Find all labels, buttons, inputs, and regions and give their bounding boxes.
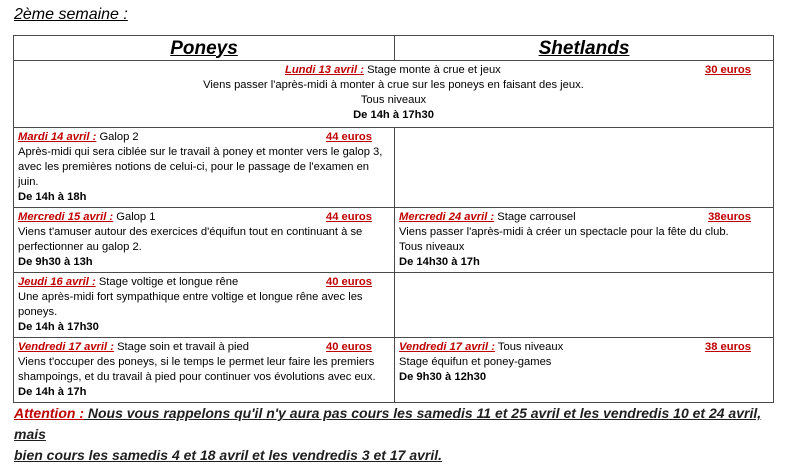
monday-desc: Viens passer l'après-midi à monter à crue sur les poneys en faisant des jeux. (203, 79, 584, 91)
table-row (14, 338, 774, 403)
attention-label: Attention : (14, 405, 84, 421)
friday-price: 40 euros (325, 341, 372, 353)
tuesday-day: Mardi 14 avril : (18, 131, 97, 143)
tuesday-shetlands-empty (395, 128, 774, 208)
friday-title: Stage soin et travail à pied (117, 341, 249, 353)
monday-title: Stage monte à crue et jeux (367, 64, 501, 76)
table-row (14, 273, 774, 338)
wednesday-shet-day: Mercredi 24 avril : (399, 211, 495, 223)
wednesday-header-line (18, 210, 390, 225)
wednesday-shet-hours: De 14h30 à 17h (399, 256, 480, 268)
header-row (14, 36, 774, 61)
thursday-heading (18, 275, 238, 290)
thursday-cell (14, 273, 395, 338)
friday-header-line (18, 340, 390, 355)
tuesday-header-line (18, 130, 390, 145)
wednesday-cell (14, 208, 395, 273)
friday-shet-hours: De 9h30 à 12h30 (399, 371, 487, 383)
friday-desc: Viens t'occuper des poneys, si le temps le permet leur faire les premiers shampoings, et du travail à pied pour continuer vos évolutions avec eux. (18, 356, 376, 383)
monday-price: 30 euros (704, 64, 751, 76)
thursday-price: 40 euros (325, 276, 372, 288)
wednesday-shet-desc: Viens passer l'après-midi à créer un spectacle pour la fête du club. (399, 226, 729, 238)
monday-header-line (18, 63, 769, 78)
monday-hours: De 14h à 17h30 (353, 109, 434, 121)
friday-heading (18, 340, 249, 355)
wednesday-hours: De 9h30 à 13h (18, 256, 93, 268)
attention-text-line1: Nous vous rappelons qu'il n'y aura pas cours les samedis 11 et 25 avril et les vendredis 10 et 24 avril, mais (14, 405, 762, 442)
monday-day: Lundi 13 avril : (285, 64, 364, 76)
wednesday-shet-heading (399, 210, 576, 225)
table-row (14, 61, 774, 128)
wednesday-shet-title: Stage carrousel (497, 211, 576, 223)
tuesday-heading (18, 130, 139, 145)
header-poneys: Poneys (14, 36, 395, 61)
thursday-desc: Une après-midi fort sympathique entre voltige et longue rêne avec les poneys. (18, 291, 363, 318)
tuesday-title: Galop 2 (99, 131, 139, 143)
tuesday-cell (14, 128, 395, 208)
header-shetlands: Shetlands (395, 36, 774, 61)
monday-heading (285, 63, 501, 78)
thursday-shetlands-empty (395, 273, 774, 338)
wednesday-desc: Viens t'amuser autour des exercices d'équifun tout en continuant à se perfectionner au galop 2. (18, 226, 363, 253)
week-title: 2ème semaine : (14, 6, 128, 23)
wednesday-heading (18, 210, 155, 225)
monday-level: Tous niveaux (360, 94, 427, 106)
friday-shet-header-line (399, 340, 769, 355)
friday-shet-desc: Stage équifun et poney-games (399, 356, 552, 368)
friday-shet-heading (399, 340, 563, 355)
table-row (14, 208, 774, 273)
monday-cell (14, 61, 774, 128)
attention-text-line2: bien cours les samedis 4 et 18 avril et les vendredis 3 et 17 avril. (14, 447, 443, 463)
wednesday-shet-level: Tous niveaux (399, 241, 465, 253)
wednesday-title: Galop 1 (116, 211, 156, 223)
friday-shet-price: 38 euros (704, 341, 751, 353)
thursday-header-line (18, 275, 390, 290)
table-row (14, 128, 774, 208)
tuesday-desc: Après-midi qui sera ciblée sur le travail à poney et monter vers le galop 3, avec les premières notions de celui-ci, pour le passage de l'examen en juin. (18, 146, 383, 188)
friday-shetlands-cell (395, 338, 774, 403)
friday-shet-title: Tous niveaux (497, 341, 564, 353)
wednesday-shet-header-line (399, 210, 769, 225)
friday-hours: De 14h à 17h (18, 386, 87, 398)
tuesday-hours: De 14h à 18h (18, 191, 87, 203)
friday-cell (14, 338, 395, 403)
thursday-hours: De 14h à 17h30 (18, 321, 99, 333)
tuesday-price: 44 euros (325, 131, 372, 143)
wednesday-day: Mercredi 15 avril : (18, 211, 114, 223)
thursday-day: Jeudi 16 avril : (18, 276, 96, 288)
attention-note (14, 403, 789, 466)
wednesday-shetlands-cell (395, 208, 774, 273)
schedule-table (13, 35, 774, 403)
friday-shet-day: Vendredi 17 avril : (399, 341, 495, 353)
thursday-title: Stage voltige et longue rêne (98, 276, 239, 288)
wednesday-price: 44 euros (325, 211, 372, 223)
friday-day: Vendredi 17 avril : (18, 341, 114, 353)
wednesday-shet-price: 38euros (708, 211, 751, 223)
